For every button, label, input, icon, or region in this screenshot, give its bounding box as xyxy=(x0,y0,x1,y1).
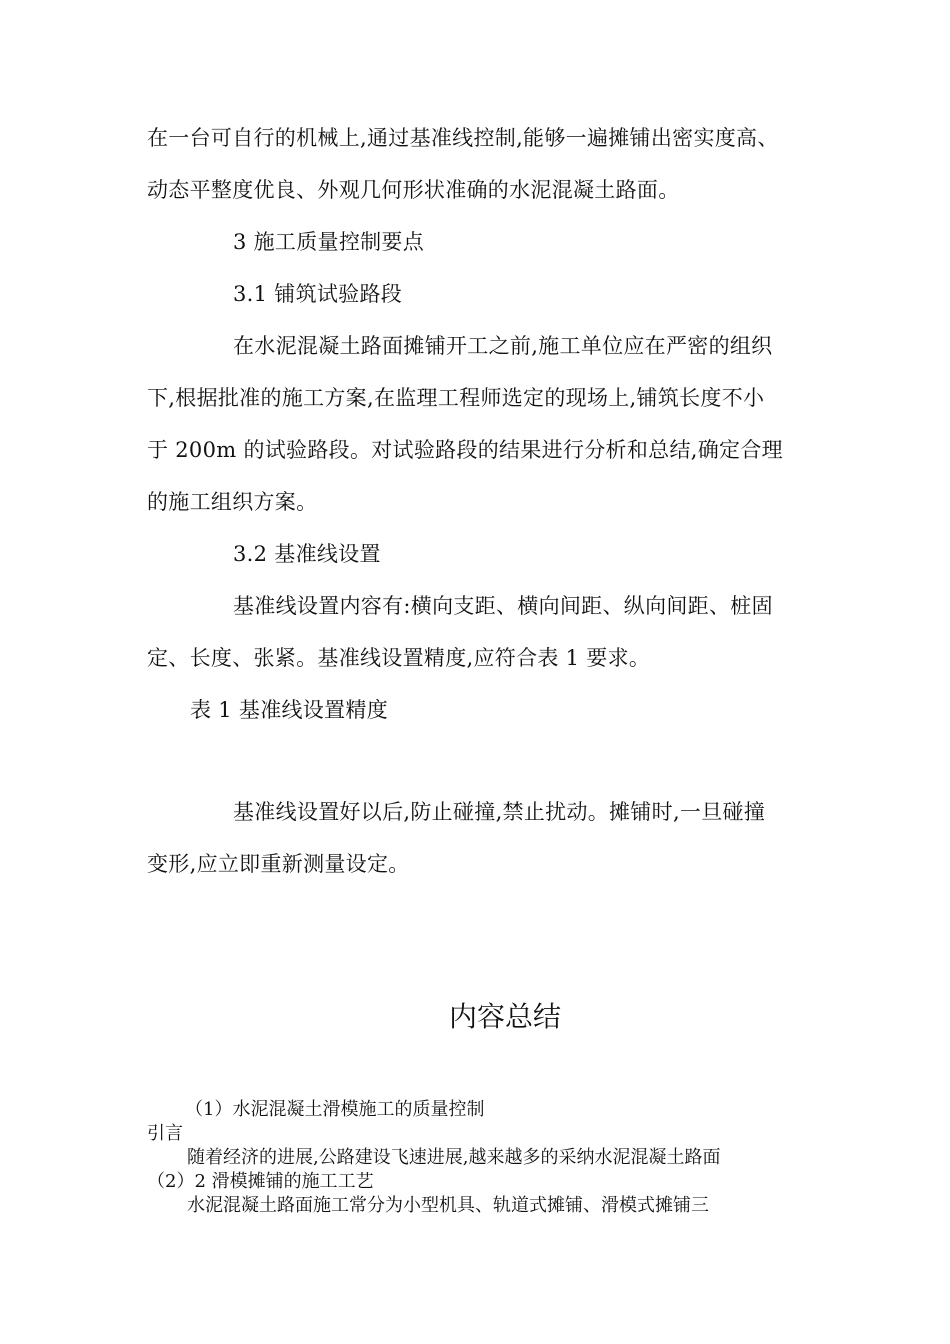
paragraph-1-line-1: 在一台可自行的机械上,通过基准线控制,能够一遍摊铺出密实度高、 xyxy=(147,126,779,150)
paragraph-3-line-1: 基准线设置内容有:横向支距、横向间距、纵向间距、桩固 xyxy=(233,594,773,618)
paragraph-4-line-2: 变形,应立即重新测量设定。 xyxy=(147,852,410,876)
summary-item-5: 水泥混凝土路面施工常分为小型机具、轨道式摊铺、滑模式摊铺三 xyxy=(187,1195,709,1216)
summary-item-1: （1）水泥混凝土滑模施工的质量控制 xyxy=(185,1099,485,1120)
paragraph-4-line-1: 基准线设置好以后,防止碰撞,禁止扰动。摊铺时,一旦碰撞 xyxy=(233,800,766,824)
paragraph-3-line-2: 定、长度、张紧。基准线设置精度,应符合表 1 要求。 xyxy=(147,646,651,670)
paragraph-2-line-2: 下,根据批准的施工方案,在监理工程师选定的现场上,铺筑长度不小 xyxy=(147,386,765,410)
paragraph-2-line-1: 在水泥混凝土路面摊铺开工之前,施工单位应在严密的组织 xyxy=(233,334,773,358)
table-caption: 表 1 基准线设置精度 xyxy=(190,698,389,722)
section-heading-3-1: 3.1 铺筑试验路段 xyxy=(233,282,403,306)
paragraph-1-line-2: 动态平整度优良、外观几何形状准确的水泥混凝土路面。 xyxy=(147,178,680,202)
summary-item-3: 随着经济的进展,公路建设飞速进展,越来越多的采纳水泥混凝土路面 xyxy=(187,1147,721,1168)
paragraph-2-line-4: 的施工组织方案。 xyxy=(147,490,318,514)
section-heading-3-2: 3.2 基准线设置 xyxy=(233,542,381,566)
summary-item-4: （2）2 滑模摊铺的施工工艺 xyxy=(147,1171,374,1192)
section-heading-3: 3 施工质量控制要点 xyxy=(233,230,425,254)
summary-title: 内容总结 xyxy=(448,1000,561,1033)
paragraph-2-line-3: 于 200m 的试验路段。对试验路段的结果进行分析和总结,确定合理 xyxy=(147,438,783,462)
summary-item-2: 引言 xyxy=(147,1123,183,1144)
